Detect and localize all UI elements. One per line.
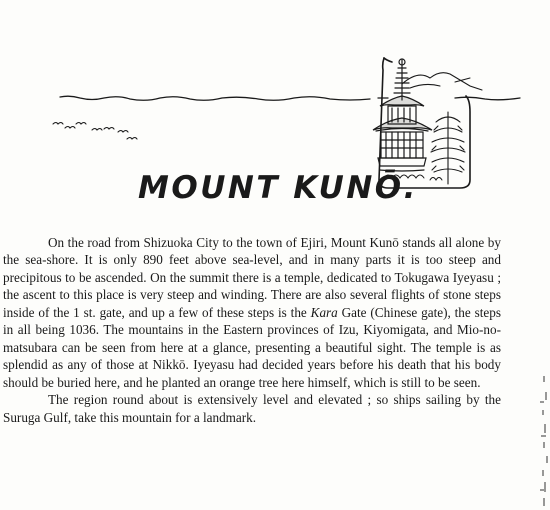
paragraph-text: On the road from Shizuoka City to the town of Ejiri, Mount Kunō stands all alone by the sea-shore. It is only 890 feet above sea-level, and in many parts it is too steep and precipitous to be ascended. On the summit there is a temple, dedicated to Tokugawa Iyeyasu ; the ascent to this place is very steep and winding. There are also several flights of stone steps inside of the 1 st. gate, and up a few of these steps is the [3, 235, 501, 320]
page-title: MOUNT KUNŌ. [138, 170, 418, 206]
article-body [3, 234, 501, 426]
birds-icon [53, 123, 137, 140]
paragraph: The region round about is extensively level and elevated ; so ships sailing by the Suruga Gulf, take this mountain for a landmark. [3, 392, 501, 425]
pine-tree-icon [431, 112, 465, 184]
sea-horizon-line [60, 96, 520, 100]
paragraph [3, 234, 501, 391]
gate-name: Kara [310, 304, 338, 320]
mountains-icon [402, 73, 482, 90]
paragraph-text: Gate (Chinese gate), the steps in all being 1036. The mountains in the Eastern provinces of Izu, Kiyomigata, and Mio-no-matsubara can be seen from here at a glance, presenting a beautiful sight. The temple is as splendid as any of those at Nikkō. Iyeyasu had decided years before his death that his body should be buried here, and he planted an orange tree here himself, which is still to be seen. [3, 304, 501, 390]
adjacent-page-edge [536, 372, 550, 510]
